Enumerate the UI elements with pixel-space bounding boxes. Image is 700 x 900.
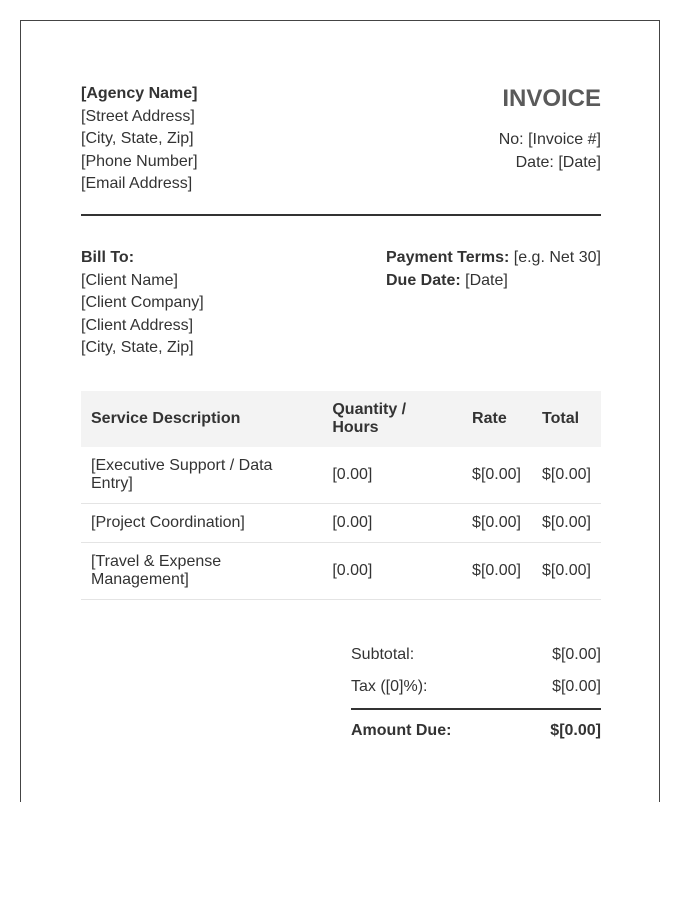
- due-date-value: [Date]: [465, 271, 508, 289]
- billing-section: [81, 247, 601, 360]
- invoice-number: [499, 129, 601, 152]
- row-description: [Travel & Expense Management]: [81, 542, 322, 599]
- invoice-meta: [499, 83, 601, 174]
- row-quantity: [0.00]: [322, 542, 462, 599]
- tax-row: [351, 676, 601, 708]
- row-quantity: [0.00]: [322, 503, 462, 542]
- tax-value: $[0.00]: [552, 677, 601, 695]
- invoice-date-label: Date:: [515, 153, 554, 171]
- agency-city: [City, State, Zip]: [81, 130, 194, 147]
- invoice-header: [81, 83, 601, 213]
- amount-due-row: [351, 720, 601, 752]
- payment-terms-value: [e.g. Net 30]: [513, 249, 601, 266]
- services-table: [81, 391, 601, 600]
- row-description: [Project Coordination]: [81, 503, 322, 542]
- row-rate: $[0.00]: [462, 447, 532, 504]
- invoice-number-value: [Invoice #]: [528, 131, 601, 148]
- amount-due-value: $[0.00]: [550, 721, 601, 739]
- table-row: [81, 447, 601, 504]
- row-description: [Executive Support / Data Entry]: [81, 447, 322, 504]
- terms-block: [386, 247, 601, 360]
- table-header-row: [81, 391, 601, 447]
- row-rate: $[0.00]: [462, 503, 532, 542]
- row-total: $[0.00]: [532, 503, 601, 542]
- due-date-label: Due Date:: [386, 271, 461, 289]
- client-city: [City, State, Zip]: [81, 339, 194, 356]
- header-total: Total: [542, 409, 580, 427]
- subtotal-value: $[0.00]: [552, 645, 601, 663]
- subtotal-row: [351, 644, 601, 676]
- invoice-title: INVOICE: [502, 85, 601, 112]
- invoice-number-label: No:: [498, 131, 524, 148]
- agency-phone: [Phone Number]: [81, 152, 198, 170]
- row-rate: $[0.00]: [462, 542, 532, 599]
- payment-terms-label: Payment Terms:: [386, 249, 510, 266]
- client-company: [Client Company]: [81, 294, 204, 311]
- table-row: [81, 503, 601, 542]
- agency-street: [Street Address]: [81, 107, 195, 125]
- tax-label: Tax ([0]%):: [351, 677, 428, 695]
- invoice-date: [499, 152, 601, 175]
- table-row: [81, 542, 601, 599]
- amount-due-label: Amount Due:: [351, 721, 452, 739]
- header-divider: [81, 214, 601, 216]
- client-address: [Client Address]: [81, 316, 194, 334]
- bill-to-label: Bill To:: [81, 249, 135, 266]
- agency-block: [81, 83, 198, 196]
- invoice-date-value: [Date]: [558, 153, 601, 171]
- agency-name: [Agency Name]: [81, 85, 198, 102]
- due-date: [386, 270, 601, 293]
- totals-block: [351, 644, 601, 752]
- subtotal-label: Subtotal:: [351, 645, 415, 663]
- row-quantity: [0.00]: [322, 447, 462, 504]
- totals-divider: [351, 708, 601, 710]
- row-total: $[0.00]: [532, 542, 601, 599]
- header-description: Service Description: [91, 409, 241, 427]
- bill-to-block: [81, 247, 204, 360]
- row-total: $[0.00]: [532, 447, 601, 504]
- header-quantity: Quantity / Hours: [332, 400, 407, 436]
- client-name: [Client Name]: [81, 271, 178, 289]
- invoice-page: [20, 20, 660, 802]
- invoice-content: [81, 83, 601, 752]
- payment-terms: [386, 247, 601, 270]
- agency-email: [Email Address]: [81, 175, 193, 192]
- header-rate: Rate: [472, 409, 507, 427]
